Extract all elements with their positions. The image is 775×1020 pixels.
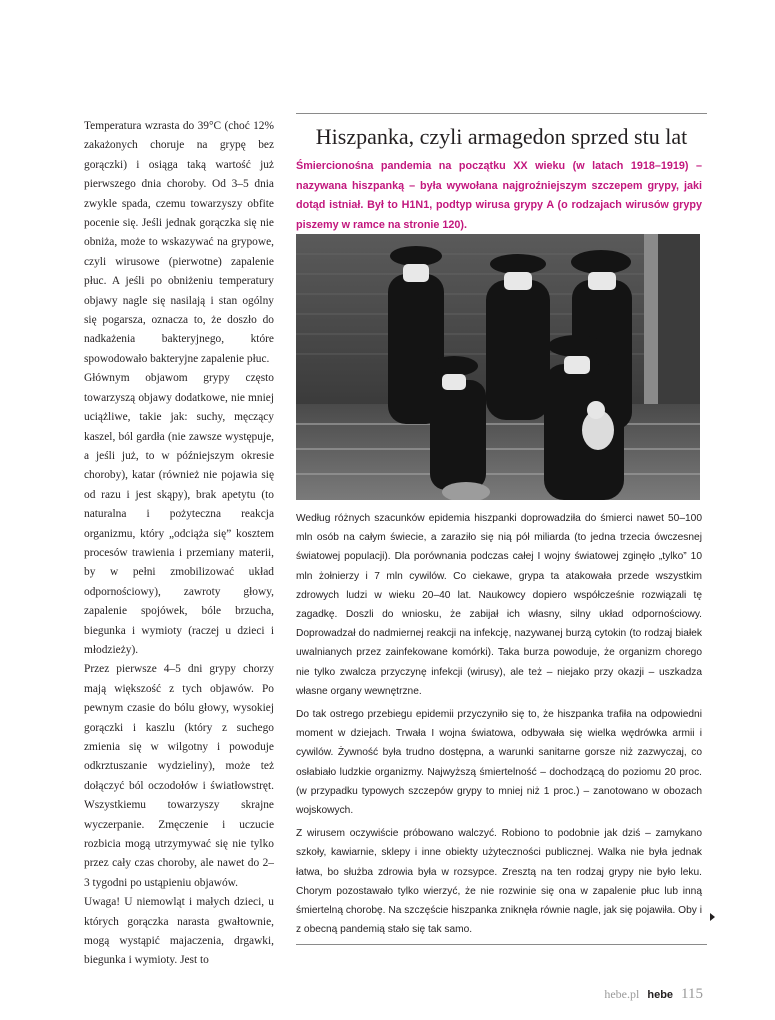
box-paragraph: Do tak ostrego przebiegu epidemii przyczyniło się to, że hiszpanka trafiła na odpowiedni moment w dziejach. Trwała I wojna światowa, odbywała się wielka wędrówka armii i cywilów. Żywność była trudno dostępna, a warunki sanitarne gorsze niż zazwyczaj, co osłabiało ludzkie organizmy. Najwyższą śmiertelność – dochodzącą do poziomu 20 proc. (w przypadku typowych szczepów grypy to mniej niż 1 proc.) – zanotowano w obozach wojskowych. — [296, 709, 702, 817]
box-title: Hiszpanka, czyli armagedon sprzed stu lat — [315, 124, 688, 149]
box-paragraph: Z wirusem oczywiście próbowano walczyć. Robiono to podobnie jak dziś – zamykano szkoły, kawiarnie, sklepy i inne obiekty użyteczności publicznej. Walka nie była jednak łatwa, bo służba zdrowia była w rozsypce. Zresztą na ten rodzaj grypy nie było leku. Chorym pozostawało tylko wierzyć, że nie rozwinie się ona w zapalenie płuc lub inną śmiertelną chorobę. Na szczęście hiszpanka zniknęła równie nagle, jak się pojawiła. Oby i z obecną pandemią stało się tak samo. — [296, 828, 702, 936]
left-paragraph: Temperatura wzrasta do 39°C (choć 12% zakażonych choruje na grypę bez gorączki) i osiąga taką wartość już pierwszego dnia choroby. Od 3–5 dnia zwykle spada, czemu towarzyszy obfite pocenie się. Jeśli jednak gorączka się nie obniża, może to wskazywać na grypowe, czyli wirusowe (pierwotne) zapalenie płuc. A jeśli po obniżeniu temperatury objawy nagle się nasilają i stan ogólny się pogarsza, oznacza to, że doszło do nadkażenia bakteryjnego, które spowodowało bakteryjne zapalenie płuc. — [84, 120, 274, 365]
historical-photo — [296, 234, 700, 500]
left-paragraph: Przez pierwsze 4–5 dni grypy chorzy mają większość z tych objawów. Po pewnym czasie do bólu głowy, wysokiej gorączki i kaszlu (który z suchego zmienia się w wilgotny i powoduje odkrztuszanie wydzieliny), może też dołączyć ból oczodołów i światłowstręt. Wszystkiemu towarzyszy skrajne wyczerpanie. Zmęczenie i uczucie rozbicia mogą utrzymywać się nie tylko przez cały czas choroby, ale nawet do 2–3 tygodni po ustąpieniu objawów. — [84, 663, 274, 889]
left-column-text — [84, 117, 274, 971]
footer-brand: hebe — [647, 989, 674, 1001]
left-paragraph: Uwaga! U niemowląt i małych dzieci, u których gorączka narasta gwałtownie, mogą wystąpić majaczenia, drgawki, biegunka i wymioty. Jest to — [84, 896, 274, 967]
footer-site: hebe.pl — [604, 987, 640, 1001]
sidebar-box-spanish-flu — [296, 113, 707, 945]
box-paragraph: Według różnych szacunków epidemia hiszpanki doprowadziła do śmierci nawet 50–100 mln osób na całym świecie, a zaraziło się nią pół miliarda (to jedna trzecia ówczesnej światowej populacji). Dla porównania podczas całej I wojny światowej zginęło „tylko” 10 mln żołnierzy i 7 mln cywilów. Co ciekawe, grypa ta atakowała przede wszystkim zdrowych ludzi w wieku 20–40 lat. Naukowcy dopiero współcześnie rozwiązali tę zagadkę. Doszli do wniosku, że zabijał ich własny, silny układ odpornościowy. Doprowadzał do nadmiernej reakcji na infekcję, nazywanej burzą cytokin (to rodzaj białek uwalnianych przez zainfekowane komórki). Taka burza powoduje, że organizm chorego nie tylko zwalcza przyczynę infekcji (wirusy), ale też – niejako przy okazji – uszkadza własne organy wewnętrzne. — [296, 513, 702, 697]
continue-arrow-icon — [710, 913, 715, 921]
photo-masked-people-1918 — [296, 234, 700, 500]
box-body — [296, 509, 702, 943]
box-lead: Śmiercionośna pandemia na początku XX wieku (w latach 1918–1919) – nazywana hiszpanką – była wywołana najgroźniejszym szczepem grypy, jaki dotąd istniał. Był to H1N1, podtyp wirusa grypy A (o rodzajach wirusów grypy piszemy w ramce na stronie 120). — [296, 160, 702, 231]
page-footer — [604, 986, 703, 1003]
left-paragraph: Głównym objawom grypy często towarzyszą objawy dodatkowe, nie mniej uciążliwe, takie jak: suchy, męczący kaszel, ból gardła (nie zawsze występuje, a jeśli już, to w późniejszym okresie choroby), katar (również nie pojawia się od razu i jest skąpy), brak apetytu (to naturalna i pożyteczna reakcja organizmu, który „odciąża się” kosztem procesów trawienia i przemiany materii, by w pełni zmobilizować układ odpornościowy), zawroty głowy, zapalenie spojówek, bóle brzucha, biegunka i wymioty (raczej u dzieci i młodzieży). — [84, 372, 274, 656]
page-number: 115 — [681, 986, 703, 1002]
